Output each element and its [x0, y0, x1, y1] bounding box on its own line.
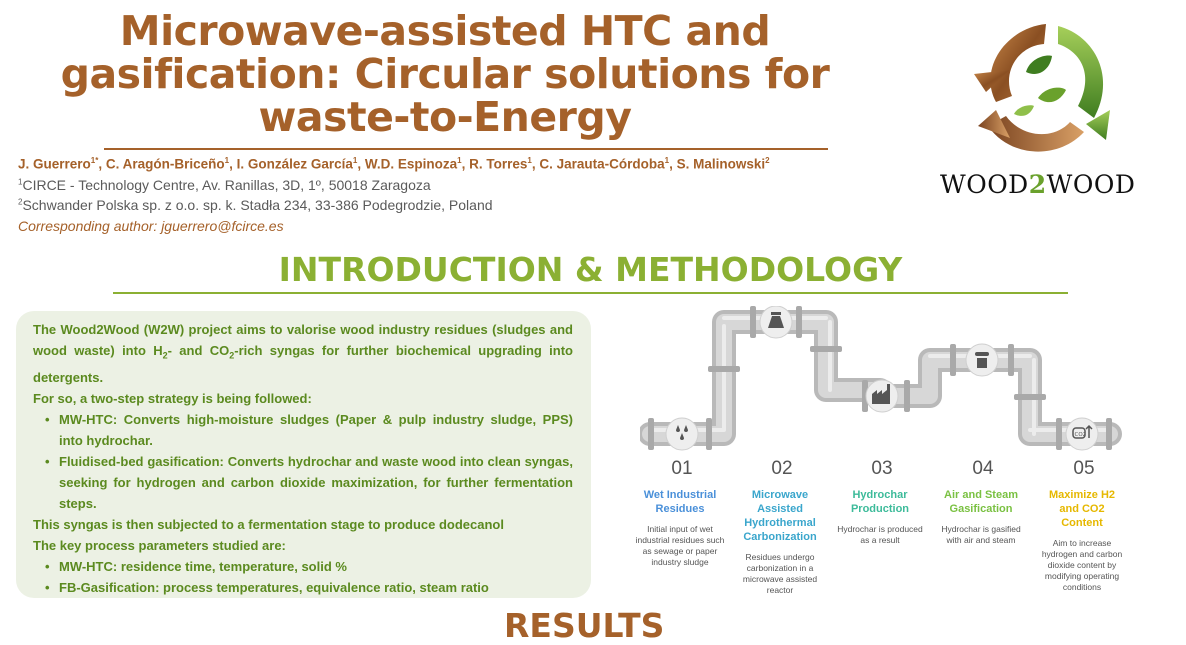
- poster-title: Microwave-assisted HTC and gasification: Circular solutions for waste-to-Energy: [60, 7, 830, 141]
- corresponding-author: Corresponding author: jguerrero@fcirce.es: [18, 218, 284, 234]
- section-title-intro: INTRODUCTION & METHODOLOGY: [278, 250, 903, 289]
- list-item: • FB-Gasification: process temperatures, equivalence ratio, steam ratio: [45, 577, 573, 598]
- author-list: [18, 156, 770, 172]
- gasifier-icon: [966, 344, 998, 376]
- step-title-5: Maximize H2 and CO2 Content: [1048, 489, 1116, 529]
- author-affiliation-mark: 1: [457, 156, 462, 165]
- author-separator: ,: [357, 156, 365, 172]
- author-name: W.D. Espinoza: [364, 156, 458, 172]
- list-item: • MW-HTC: residence time, temperature, solid %: [45, 556, 573, 577]
- author-affiliation-mark: 1: [352, 156, 358, 165]
- step-desc-1: Initial input of wet industrial residues such as sewage or paper industry sludge: [635, 524, 725, 567]
- water-drops-icon: [666, 418, 698, 450]
- author-affiliation-mark: 2: [765, 156, 770, 165]
- logo-wordmark: WOOD2WOOD: [940, 170, 1136, 199]
- pipeline-graphic: [640, 306, 1160, 456]
- intro-paragraph-4: The key process parameters studied are:: [33, 537, 286, 553]
- author-affiliation-mark: 1: [224, 156, 230, 165]
- parameter-list: [33, 556, 573, 598]
- author-affiliation-mark: 1: [527, 156, 532, 165]
- step-desc-4: Hydrochar is gasified with air and steam: [941, 524, 1021, 545]
- process-diagram: [635, 306, 1160, 606]
- step-number-3: 03: [871, 458, 893, 479]
- step-title-2: Microwave Assisted Hydrothermal Carbonization: [743, 489, 817, 543]
- title-divider: [104, 148, 828, 150]
- section-title-results: RESULTS: [504, 606, 665, 645]
- author-name: S. Malinowski: [676, 156, 766, 172]
- step-number-4: 04: [972, 458, 994, 479]
- author-affiliation-mark: 1*: [90, 156, 99, 165]
- strategy-list: [33, 409, 573, 514]
- author-name: C. Aragón-Briceño: [105, 156, 225, 172]
- list-item: • MW-HTC: Converts high-moisture sludges (Paper & pulp industry sludge, PPS) into hydrochar.: [45, 409, 573, 451]
- intro-text-box: [16, 311, 591, 598]
- step-desc-3: Hydrochar is produced as a result: [837, 524, 923, 545]
- step-desc-2: Residues undergo carbonization in a microwave assisted reactor: [742, 552, 818, 595]
- factory-icon: [866, 380, 898, 412]
- author-separator: ,: [531, 156, 540, 172]
- author-name: I. González García: [236, 156, 353, 172]
- author-separator: ,: [461, 156, 470, 172]
- author-name: R. Torres: [469, 156, 528, 172]
- step-number-2: 02: [771, 458, 793, 479]
- step-title-4: Air and Steam Gasification: [944, 489, 1018, 515]
- author-affiliation-mark: 1: [664, 156, 670, 165]
- reactor-icon: [760, 306, 792, 338]
- svg-text:CO2: CO2: [1074, 432, 1087, 438]
- co2-increase-icon: [1066, 418, 1098, 450]
- author-separator: ,: [669, 156, 677, 172]
- list-item: • Fluidised-bed gasification: Converts hydrochar and waste wood into clean syngas, seeking for hydrogen and carbon dioxide maximization, for further fermentation steps.: [45, 451, 573, 514]
- step-desc-5: Aim to increase hydrogen and carbon dioxide content by modifying operating conditions: [1041, 538, 1123, 592]
- author-name: J. Guerrero: [18, 156, 91, 172]
- step-number-1: 01: [671, 458, 693, 479]
- author-separator: ,: [98, 156, 106, 172]
- section-divider: [113, 292, 1068, 294]
- step-title-1: Wet Industrial Residues: [643, 489, 717, 515]
- recycle-wood-leaf-icon: [966, 14, 1116, 164]
- affiliation-1: $^1$CIRCE - Technology Centre, Av. Ranillas, 3D, 1º, 50018 Zaragoza: [18, 177, 431, 193]
- intro-paragraph-1: The Wood2Wood (W2W) project aims to valorise wood industry residues (sludges and wood waste) into $H_2-$ and $CO_2$-rich syngas for further biochemical upgrading into detergents.: [33, 322, 573, 385]
- author-name: C. Jarauta-Córdoba: [539, 156, 665, 172]
- author-separator: ,: [229, 156, 237, 172]
- affiliation-2: $^2$Schwander Polska sp. z o.o. sp. k. Stadła 234, 33-386 Podegrodzie, Poland: [18, 197, 493, 213]
- step-title-3: Hydrochar Production: [850, 489, 910, 515]
- intro-paragraph-3: This syngas is then subjected to a fermentation stage to produce dodecanol: [33, 516, 504, 532]
- step-number-5: 05: [1073, 458, 1095, 479]
- intro-paragraph-2: For so, a two-step strategy is being followed:: [33, 390, 312, 406]
